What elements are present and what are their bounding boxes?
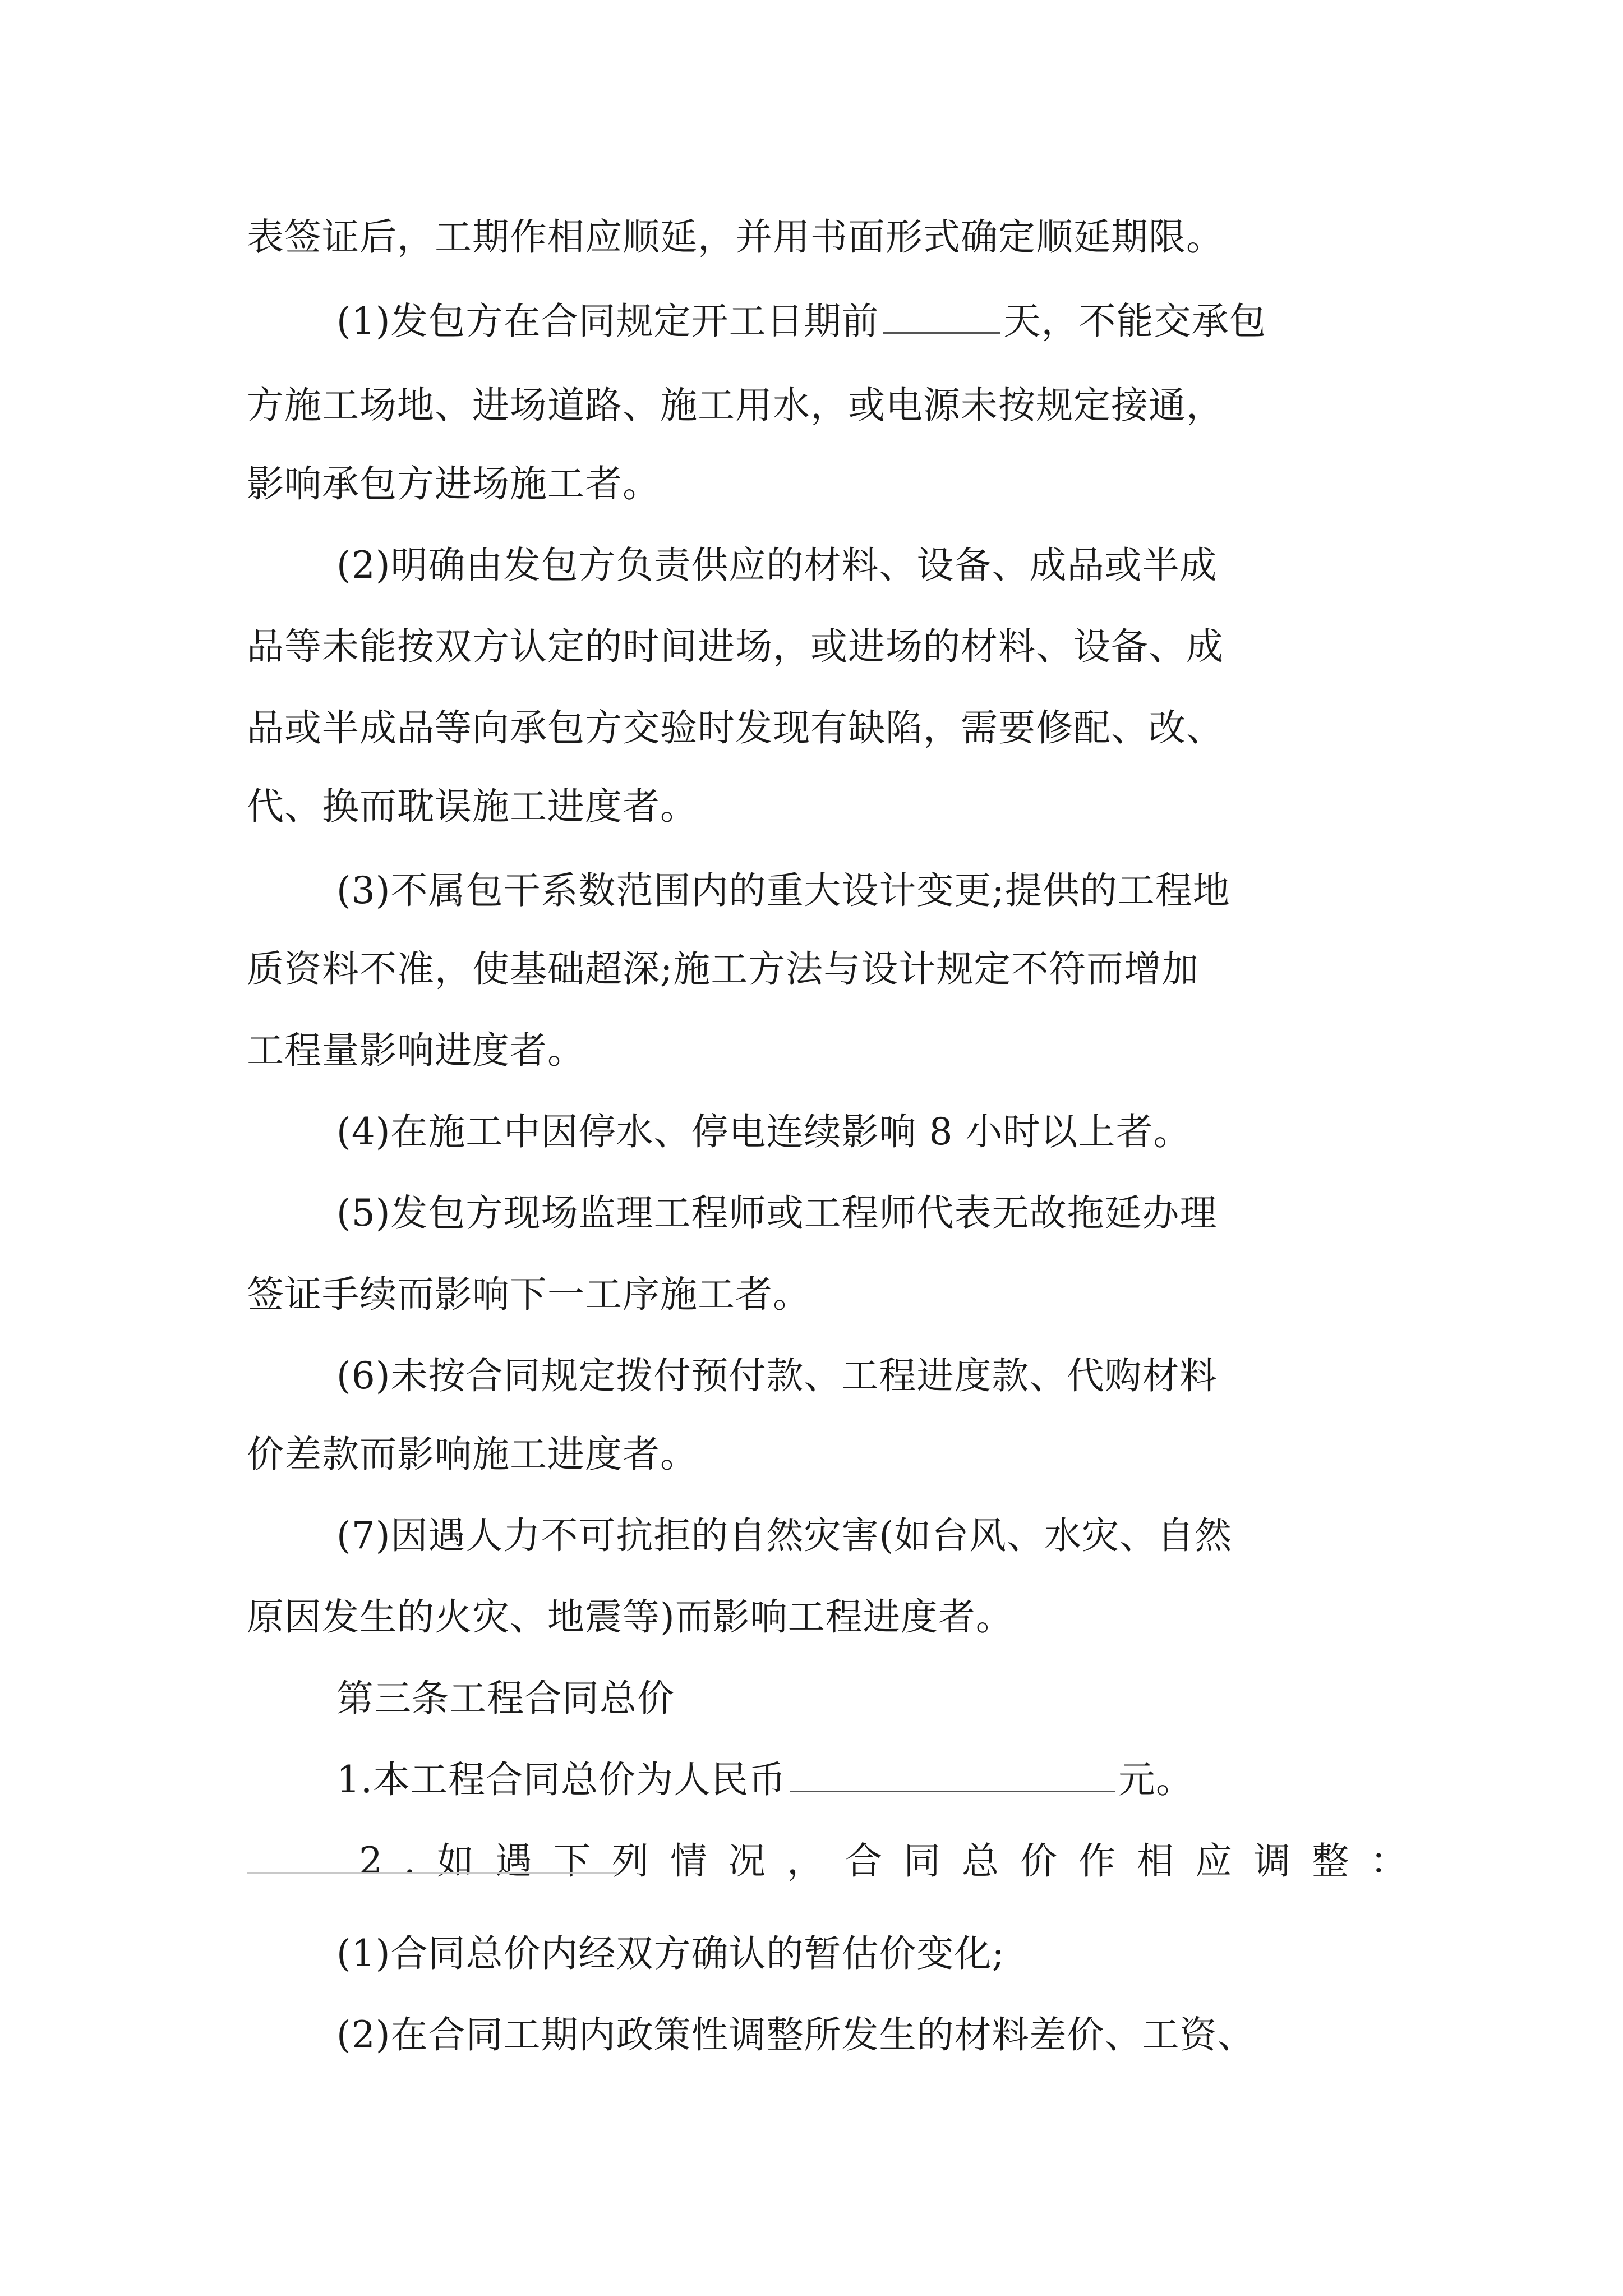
clause-5-line: (5)发包方现场监理工程师或工程师代表无故拖延办理 [336,1191,1218,1235]
paragraph-line: 方施工场地、进场道路、施工用水，或电源未按规定接通， [247,384,1224,427]
price-unit: 元。 [1118,1758,1193,1801]
clause-6-line: (6)未按合同规定拨付预付款、工程进度款、代购材料 [336,1354,1218,1397]
paragraph-line: 品等未能按双方认定的时间进场，或进场的材料、设备、成 [247,625,1224,668]
paragraph-line: 代、换而耽误施工进度者。 [247,785,698,828]
section-heading: 第三条工程合同总价 [336,1677,675,1720]
clause-1-text: (1)发包方在合同规定开工日期前 [336,300,879,343]
clause-1-line [336,300,1267,343]
price-line [336,1758,1193,1801]
paragraph-line: 工程量影响进度者。 [247,1029,585,1072]
paragraph-line: 品或半成品等向承包方交验时发现有缺陷，需要修配、改、 [247,706,1224,749]
adjustment-item-1: (1)合同总价内经双方确认的暂估价变化; [336,1932,1005,1975]
clause-2-line: (2)明确由发包方负责供应的材料、设备、成品或半成 [336,544,1218,587]
adjustment-heading: 2.如遇下列情况，合同总价作相应调整： [359,1839,1428,1883]
clause-3-line: (3)不属包干系数范围内的重大设计变更;提供的工程地 [336,869,1230,912]
adjustment-item-2: (2)在合同工期内政策性调整所发生的材料差价、工资、 [336,2013,1255,2056]
clause-4-line: (4)在施工中因停水、停电连续影响 8 小时以上者。 [336,1110,1191,1153]
price-blank-field[interactable] [790,1763,1115,1792]
paragraph-line: 原因发生的火灾、地震等)而影响工程进度者。 [247,1595,1013,1639]
clause-7-line: (7)因遇人力不可抗拒的自然灾害(如台风、水灾、自然 [336,1514,1233,1557]
clause-1-text-cont: 天，不能交承包 [1003,300,1267,343]
page-divider [247,1872,617,1874]
paragraph-line: 签证手续而影响下一工序施工者。 [247,1273,810,1316]
paragraph-line: 质资料不准，使基础超深;施工方法与设计规定不符而增加 [247,947,1200,991]
days-blank-field[interactable] [883,304,1000,334]
paragraph-line: 影响承包方进场施工者。 [247,462,660,505]
price-text: 1.本工程合同总价为人民币 [336,1758,786,1801]
paragraph-line: 表签证后，工期作相应顺延，并用书面形式确定顺延期限。 [247,215,1224,259]
paragraph-line: 价差款而影响施工进度者。 [247,1433,698,1476]
